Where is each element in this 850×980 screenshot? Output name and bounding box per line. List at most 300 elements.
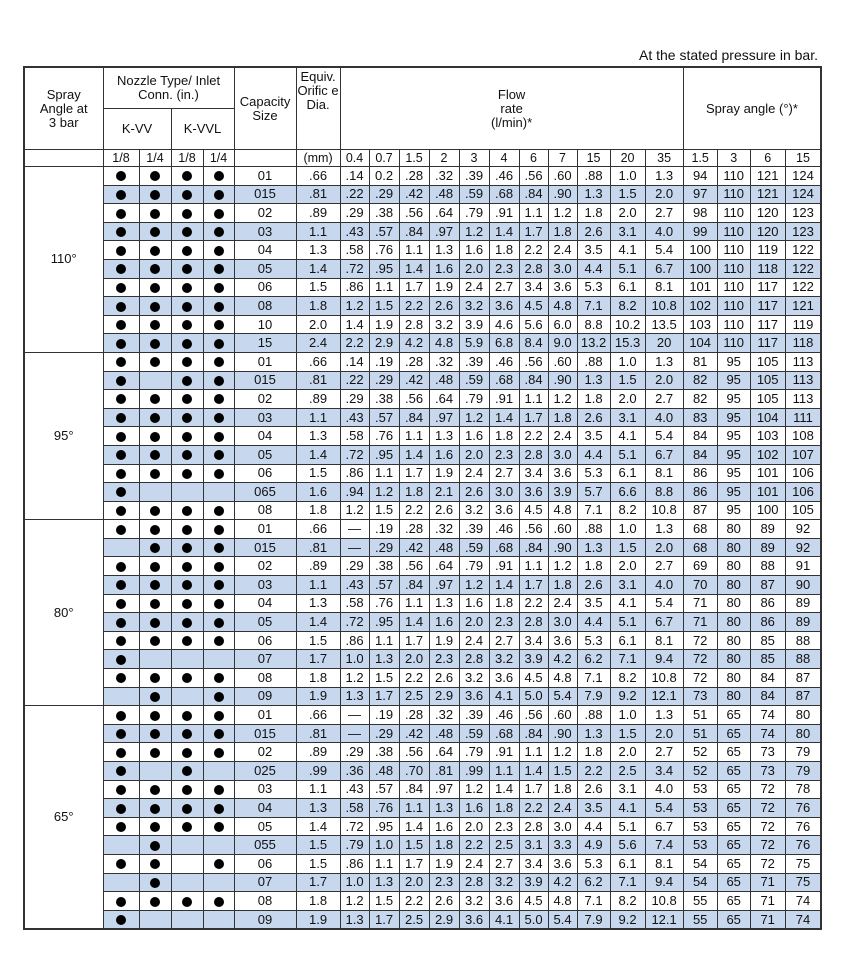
orifice-diameter-cell: 1.1: [296, 408, 340, 427]
spray-angle-cell: 103: [683, 315, 717, 334]
flow-rate-cell: 1.6: [459, 427, 489, 446]
flow-rate-cell: 1.3: [369, 650, 399, 669]
spray-angle-cell: 76: [785, 817, 821, 836]
flow-rate-cell: 2.8: [399, 315, 429, 334]
filled-circle-icon: [182, 394, 192, 404]
flow-rate-cell: 2.9: [369, 334, 399, 353]
spray-angle-cell: 105: [750, 390, 785, 409]
filled-circle-icon: [182, 413, 192, 423]
filled-circle-icon: [116, 246, 126, 256]
flow-rate-cell: 1.8: [489, 594, 519, 613]
spray-angle-cell: 124: [785, 185, 821, 204]
spray-angle-cell: 74: [750, 706, 785, 725]
capacity-size-cell: 015: [234, 185, 296, 204]
spray-angle-cell: 65: [717, 780, 750, 799]
flow-rate-cell: .88: [577, 706, 610, 725]
flow-rate-cell: .95: [369, 613, 399, 632]
availability-cell: [103, 315, 139, 334]
table-row: [24, 892, 821, 911]
spray-angle-cell: 106: [785, 483, 821, 502]
table-row: [24, 185, 821, 204]
availability-cell: [171, 390, 203, 409]
flow-rate-cell: 1.9: [429, 278, 459, 297]
flow-rate-cell: 2.6: [429, 297, 459, 316]
availability-cell: [171, 706, 203, 725]
table-row: [24, 371, 821, 390]
table-row: [24, 724, 821, 743]
availability-cell: [203, 817, 234, 836]
flow-rate-cell: .90: [548, 724, 577, 743]
flow-rate-cell: .42: [399, 371, 429, 390]
spray-angle-cell: 73: [683, 687, 717, 706]
availability-cell: [103, 427, 139, 446]
availability-cell: [171, 817, 203, 836]
availability-cell: [203, 259, 234, 278]
filled-circle-icon: [182, 673, 192, 683]
capacity-size-cell: 03: [234, 408, 296, 427]
availability-cell: [103, 464, 139, 483]
availability-cell: [139, 222, 171, 241]
flow-rate-cell: 5.0: [519, 910, 548, 929]
spray-angle-cell: 105: [785, 501, 821, 520]
filled-circle-icon: [214, 543, 224, 553]
header-kvvl: K-VVL: [171, 109, 234, 150]
flow-rate-cell: 2.0: [645, 724, 683, 743]
table-row: [24, 445, 821, 464]
filled-circle-icon: [116, 580, 126, 590]
availability-cell: [139, 836, 171, 855]
availability-cell: [203, 241, 234, 260]
availability-cell: [103, 371, 139, 390]
spray-angle-cell: 54: [683, 854, 717, 873]
spray-angle-cell: 110: [717, 334, 750, 353]
flow-rate-cell: .95: [369, 445, 399, 464]
orifice-diameter-cell: .66: [296, 520, 340, 539]
flow-rate-cell: .59: [459, 724, 489, 743]
availability-cell: [139, 873, 171, 892]
spray-angle-cell: 105: [750, 352, 785, 371]
flow-rate-cell: 3.9: [519, 650, 548, 669]
availability-cell: [203, 724, 234, 743]
spray-angle-cell: 113: [785, 390, 821, 409]
spray-angle-cell: 73: [750, 743, 785, 762]
filled-circle-icon: [150, 413, 160, 423]
filled-circle-icon: [150, 692, 160, 702]
flow-rate-cell: 1.8: [577, 390, 610, 409]
flow-rate-cell: 1.7: [519, 222, 548, 241]
flow-rate-cell: 1.7: [519, 576, 548, 595]
availability-cell: [139, 259, 171, 278]
capacity-size-cell: 04: [234, 427, 296, 446]
table-row: [24, 687, 821, 706]
flow-rate-cell: .38: [369, 204, 399, 223]
filled-circle-icon: [116, 711, 126, 721]
filled-circle-icon: [214, 376, 224, 386]
flow-rate-cell: 5.3: [577, 631, 610, 650]
availability-cell: [203, 408, 234, 427]
flow-rate-cell: .56: [399, 743, 429, 762]
filled-circle-icon: [150, 804, 160, 814]
flow-rate-cell: 1.3: [577, 371, 610, 390]
flow-rate-cell: 2.4: [548, 427, 577, 446]
flow-rate-cell: 1.3: [645, 520, 683, 539]
availability-cell: [103, 352, 139, 371]
availability-cell: [171, 669, 203, 688]
flow-rate-cell: 8.2: [610, 297, 645, 316]
availability-cell: [171, 315, 203, 334]
flow-rate-cell: 1.8: [577, 743, 610, 762]
availability-cell: [203, 352, 234, 371]
spray-angle-cell: 103: [750, 427, 785, 446]
flow-rate-cell: 1.4: [489, 408, 519, 427]
flow-rate-cell: 6.7: [645, 613, 683, 632]
flow-rate-cell: .29: [369, 538, 399, 557]
flow-rate-cell: 6.7: [645, 817, 683, 836]
filled-circle-icon: [214, 209, 224, 219]
flow-rate-cell: 1.8: [489, 427, 519, 446]
spray-angle-cell: 79: [785, 762, 821, 781]
flow-rate-cell: 1.3: [429, 799, 459, 818]
flow-rate-cell: 4.8: [548, 892, 577, 911]
flow-rate-cell: .68: [489, 185, 519, 204]
header-flow-pressure: 20: [610, 150, 645, 167]
flow-rate-cell: .59: [459, 371, 489, 390]
flow-rate-cell: .60: [548, 167, 577, 186]
flow-rate-cell: .88: [577, 167, 610, 186]
availability-cell: [139, 613, 171, 632]
availability-cell: [103, 631, 139, 650]
flow-rate-cell: .48: [429, 724, 459, 743]
flow-rate-cell: 1.3: [429, 427, 459, 446]
orifice-diameter-cell: .89: [296, 743, 340, 762]
flow-rate-cell: 1.2: [340, 501, 369, 520]
availability-cell: [171, 222, 203, 241]
capacity-size-cell: 06: [234, 278, 296, 297]
filled-circle-icon: [116, 822, 126, 832]
filled-circle-icon: [116, 432, 126, 442]
availability-cell: [103, 259, 139, 278]
flow-rate-cell: 1.8: [548, 576, 577, 595]
flow-rate-cell: —: [340, 706, 369, 725]
flow-rate-cell: 1.1: [369, 278, 399, 297]
flow-rate-cell: .43: [340, 780, 369, 799]
filled-circle-icon: [214, 264, 224, 274]
spray-angle-cell: 119: [750, 241, 785, 260]
filled-circle-icon: [214, 618, 224, 628]
spray-angle-cell: 111: [785, 408, 821, 427]
flow-rate-cell: 12.1: [645, 687, 683, 706]
availability-cell: [203, 873, 234, 892]
flow-rate-cell: .64: [429, 390, 459, 409]
availability-cell: [171, 278, 203, 297]
flow-rate-cell: 1.2: [459, 408, 489, 427]
flow-rate-cell: 1.8: [577, 557, 610, 576]
flow-rate-cell: 1.4: [340, 315, 369, 334]
filled-circle-icon: [150, 357, 160, 367]
filled-circle-icon: [116, 804, 126, 814]
flow-rate-cell: 1.3: [369, 873, 399, 892]
spray-angle-cell: 72: [750, 799, 785, 818]
filled-circle-icon: [116, 655, 126, 665]
spray-angle-cell: 89: [785, 613, 821, 632]
orifice-diameter-cell: 1.4: [296, 445, 340, 464]
flow-rate-cell: 4.1: [610, 427, 645, 446]
flow-rate-cell: 5.1: [610, 445, 645, 464]
spray-angle-cell: 117: [750, 315, 785, 334]
flow-rate-cell: 1.7: [519, 408, 548, 427]
filled-circle-icon: [116, 171, 126, 181]
spray-angle-cell: 110: [717, 259, 750, 278]
flow-rate-cell: 2.4: [459, 278, 489, 297]
filled-circle-icon: [214, 432, 224, 442]
spray-angle-cell: 120: [750, 204, 785, 223]
flow-rate-cell: 5.0: [519, 687, 548, 706]
filled-circle-icon: [182, 822, 192, 832]
capacity-size-cell: 06: [234, 854, 296, 873]
filled-circle-icon: [214, 302, 224, 312]
filled-circle-icon: [150, 227, 160, 237]
availability-cell: [139, 669, 171, 688]
table-row: [24, 762, 821, 781]
flow-rate-cell: .64: [429, 557, 459, 576]
spray-angle-cell: 95: [717, 483, 750, 502]
filled-circle-icon: [150, 897, 160, 907]
flow-rate-cell: 7.9: [577, 910, 610, 929]
flow-rate-cell: 12.1: [645, 910, 683, 929]
availability-cell: [139, 706, 171, 725]
filled-circle-icon: [214, 227, 224, 237]
availability-cell: [139, 334, 171, 353]
availability-cell: [203, 483, 234, 502]
flow-rate-cell: 2.2: [519, 799, 548, 818]
flow-rate-cell: 2.2: [519, 241, 548, 260]
filled-circle-icon: [182, 339, 192, 349]
flow-rate-cell: .64: [429, 743, 459, 762]
flow-rate-cell: 1.4: [489, 576, 519, 595]
filled-circle-icon: [182, 804, 192, 814]
spray-angle-cell: 97: [683, 185, 717, 204]
filled-circle-icon: [150, 618, 160, 628]
availability-cell: [171, 520, 203, 539]
flow-rate-cell: 2.2: [459, 836, 489, 855]
flow-rate-cell: .76: [369, 241, 399, 260]
capacity-size-cell: 05: [234, 817, 296, 836]
flow-rate-cell: 4.9: [577, 836, 610, 855]
orifice-diameter-cell: 1.3: [296, 799, 340, 818]
filled-circle-icon: [214, 171, 224, 181]
spray-angle-cell: 101: [750, 483, 785, 502]
filled-circle-icon: [150, 859, 160, 869]
spray-angle-cell: 65: [717, 910, 750, 929]
spray-angle-cell: 98: [683, 204, 717, 223]
flow-rate-cell: 8.8: [577, 315, 610, 334]
capacity-size-cell: 01: [234, 706, 296, 725]
flow-rate-cell: 1.0: [610, 520, 645, 539]
spray-angle-cell: 86: [683, 483, 717, 502]
filled-circle-icon: [214, 413, 224, 423]
flow-rate-cell: 1.8: [548, 222, 577, 241]
filled-circle-icon: [182, 171, 192, 181]
table-row: [24, 334, 821, 353]
flow-rate-cell: .42: [399, 185, 429, 204]
spray-angle-cell: 71: [750, 892, 785, 911]
filled-circle-icon: [150, 785, 160, 795]
spray-angle-cell: 107: [785, 445, 821, 464]
flow-rate-cell: 4.5: [519, 892, 548, 911]
flow-rate-cell: 1.6: [459, 594, 489, 613]
filled-circle-icon: [116, 394, 126, 404]
filled-circle-icon: [150, 171, 160, 181]
flow-rate-cell: 3.4: [645, 762, 683, 781]
availability-cell: [103, 297, 139, 316]
filled-circle-icon: [150, 822, 160, 832]
table-row: [24, 576, 821, 595]
spray-angle-cell: 85: [750, 650, 785, 669]
orifice-diameter-cell: 1.8: [296, 892, 340, 911]
flow-rate-cell: 2.7: [645, 390, 683, 409]
flow-rate-cell: 10.8: [645, 501, 683, 520]
flow-rate-cell: 2.2: [577, 762, 610, 781]
flow-rate-cell: 1.7: [399, 278, 429, 297]
flow-rate-cell: .22: [340, 371, 369, 390]
flow-rate-cell: 1.8: [429, 836, 459, 855]
flow-rate-cell: 1.4: [519, 762, 548, 781]
availability-cell: [103, 185, 139, 204]
spray-angle-cell: 80: [717, 520, 750, 539]
flow-rate-cell: .29: [340, 743, 369, 762]
spray-angle-cell: 110: [717, 204, 750, 223]
filled-circle-icon: [214, 785, 224, 795]
flow-rate-cell: 1.1: [519, 743, 548, 762]
flow-rate-cell: .32: [429, 706, 459, 725]
flow-rate-cell: 13.5: [645, 315, 683, 334]
flow-rate-cell: .42: [399, 724, 429, 743]
spray-angle-cell: 87: [683, 501, 717, 520]
availability-cell: [171, 427, 203, 446]
flow-rate-cell: 3.0: [548, 613, 577, 632]
flow-rate-cell: 2.0: [645, 538, 683, 557]
spray-angle-cell: 124: [785, 167, 821, 186]
flow-rate-cell: 1.2: [340, 297, 369, 316]
availability-cell: [203, 557, 234, 576]
filled-circle-icon: [116, 897, 126, 907]
flow-rate-cell: 2.7: [645, 743, 683, 762]
spray-angle-cell: 65: [717, 724, 750, 743]
spray-angle-cell: 87: [750, 576, 785, 595]
filled-circle-icon: [116, 636, 126, 646]
flow-rate-cell: 2.1: [429, 483, 459, 502]
flow-rate-cell: .28: [399, 352, 429, 371]
table-row: [24, 278, 821, 297]
spray-angle-cell: 74: [750, 724, 785, 743]
flow-rate-cell: 5.4: [645, 241, 683, 260]
filled-circle-icon: [150, 580, 160, 590]
flow-rate-cell: 3.4: [519, 464, 548, 483]
flow-rate-cell: 2.4: [459, 631, 489, 650]
filled-circle-icon: [116, 525, 126, 535]
flow-rate-cell: .79: [340, 836, 369, 855]
header-angle-pressure: 15: [785, 150, 821, 167]
flow-rate-cell: .59: [459, 185, 489, 204]
header-flow-pressure: 3: [459, 150, 489, 167]
availability-cell: [203, 762, 234, 781]
flow-rate-cell: 8.1: [645, 854, 683, 873]
header-nozzle-type: Nozzle Type/ Inlet Conn. (in.): [103, 67, 234, 109]
filled-circle-icon: [214, 804, 224, 814]
flow-rate-cell: 3.0: [548, 445, 577, 464]
spray-angle-cell: 95: [717, 408, 750, 427]
availability-cell: [171, 464, 203, 483]
filled-circle-icon: [182, 580, 192, 590]
flow-rate-cell: 5.3: [577, 278, 610, 297]
availability-cell: [139, 241, 171, 260]
filled-circle-icon: [214, 394, 224, 404]
flow-rate-cell: 1.5: [548, 762, 577, 781]
spray-angle-cell: 65: [717, 873, 750, 892]
filled-circle-icon: [214, 729, 224, 739]
availability-cell: [203, 892, 234, 911]
availability-cell: [203, 278, 234, 297]
spray-angle-cell: 71: [750, 873, 785, 892]
flow-rate-cell: 2.2: [399, 669, 429, 688]
flow-rate-cell: .57: [369, 780, 399, 799]
spray-angle-cell: 52: [683, 743, 717, 762]
flow-rate-cell: 2.3: [489, 445, 519, 464]
flow-rate-cell: 5.7: [577, 483, 610, 502]
flow-rate-cell: 4.0: [645, 408, 683, 427]
flow-rate-cell: .94: [340, 483, 369, 502]
filled-circle-icon: [116, 376, 126, 386]
availability-cell: [203, 222, 234, 241]
availability-cell: [139, 501, 171, 520]
spray-angle-cell: 74: [785, 910, 821, 929]
flow-rate-cell: .84: [519, 538, 548, 557]
flow-rate-cell: .46: [489, 167, 519, 186]
spray-angle-cell: 80: [717, 631, 750, 650]
flow-rate-cell: 1.7: [369, 687, 399, 706]
flow-rate-cell: 2.5: [399, 687, 429, 706]
flow-rate-cell: 7.9: [577, 687, 610, 706]
spray-angle-cell: 119: [785, 315, 821, 334]
flow-rate-cell: 1.4: [399, 259, 429, 278]
availability-cell: [103, 278, 139, 297]
flow-rate-cell: 1.2: [459, 222, 489, 241]
availability-cell: [139, 538, 171, 557]
flow-rate-cell: 2.5: [489, 836, 519, 855]
table-row: [24, 538, 821, 557]
availability-cell: [171, 873, 203, 892]
spray-angle-cell: 82: [683, 371, 717, 390]
spray-angle-cell: 84: [683, 445, 717, 464]
flow-rate-cell: 1.9: [369, 315, 399, 334]
flow-rate-cell: 3.6: [489, 501, 519, 520]
spray-angle-cell: 88: [785, 631, 821, 650]
flow-rate-cell: 1.0: [369, 836, 399, 855]
flow-rate-cell: .56: [399, 557, 429, 576]
flow-rate-cell: 1.8: [489, 799, 519, 818]
spray-angle-cell: 80: [717, 650, 750, 669]
availability-cell: [139, 799, 171, 818]
capacity-size-cell: 03: [234, 576, 296, 595]
flow-rate-cell: 5.4: [548, 687, 577, 706]
orifice-diameter-cell: 1.9: [296, 910, 340, 929]
flow-rate-cell: 2.0: [459, 259, 489, 278]
flow-rate-cell: 2.6: [429, 669, 459, 688]
header-capacity-spacer: [234, 150, 296, 167]
table-row: [24, 613, 821, 632]
spray-angle-cell: 122: [785, 278, 821, 297]
flow-rate-cell: .79: [459, 390, 489, 409]
